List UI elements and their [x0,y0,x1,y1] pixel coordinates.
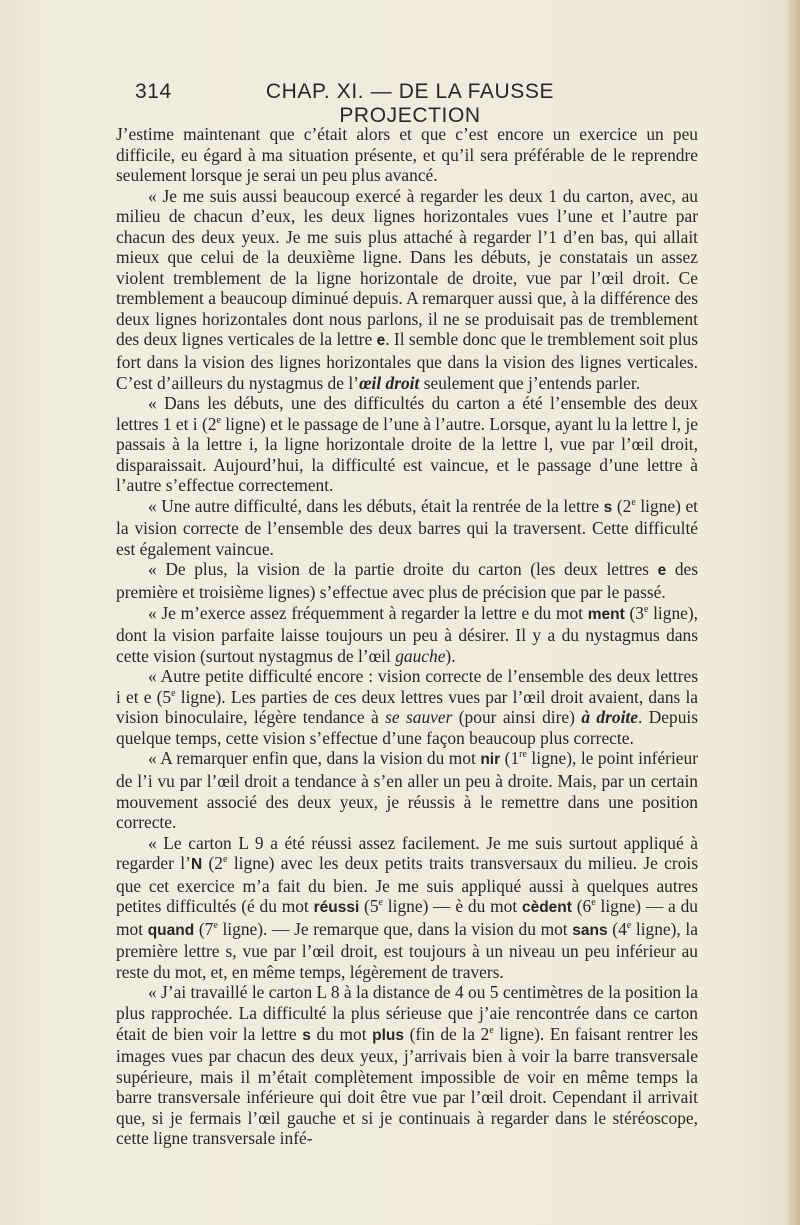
text-run: ligne) et la vision correcte de l’ensemble des deux barres qui la traversent. Cette difficulté est également vaincue. [116,495,699,559]
text-run: e [378,897,383,909]
text-run: . Il semble donc que le tremblement soit plus fort dans la vision des lignes horizontales que dans la vision des lignes verticales. C’est d’ailleurs du nystagmus de l’ [116,329,698,393]
text-run: ligne). En faisant rentrer les images vues par chacun des deux yeux, j’arrivais bien à voir la barre transversale supérieure, mais il m’était complètement impossible de voir en même temps la barre transversale inférieure qui doit être vue par l’œil droit. Cependant il arrivait que, si je fermais l’œil gauche et si je continuais à regarder dans le stéréoscope, cette ligne transversale infé- [116,1023,698,1149]
text-run: gauche [395,645,446,666]
paragraph [116,559,698,602]
text-run: réussi [313,899,360,917]
page-header [135,80,655,127]
body-text [116,124,698,1149]
paragraph [116,393,698,496]
paragraph [116,833,698,983]
paragraph [116,124,698,186]
text-run: seulement que j’entends parler. [419,372,641,393]
text-run: e [591,897,596,909]
text-run: (2 [202,853,224,874]
text-run: des première et troisième lignes) s’effectue avec plus de précision que par le passé. [116,559,698,603]
text-run: « De plus, la vision de la partie droite du carton (les deux lettres [148,559,658,580]
paragraph [116,603,698,667]
text-run: à droite [581,707,638,728]
text-run: quand [147,921,195,939]
text-run: (1 [500,748,520,769]
text-run: (2 [612,495,632,516]
text-run: (fin de la 2 [404,1023,490,1044]
text-run: e [171,687,176,699]
page-number: 314 [135,80,172,103]
text-run: e [223,854,228,866]
paragraph [116,982,698,1148]
text-run: ment [587,605,625,623]
text-run: œil droit [358,372,420,393]
text-run: e [376,332,386,350]
text-run: plus [372,1026,405,1044]
text-run: « J’ai travaillé le carton L 8 à la distance de 4 ou 5 centimètres de la position la plus rapprochée. La difficulté la plus sérieuse que j’aie rencontrée dans ce carton était de bien voir la lettre [116,982,698,1044]
text-run: (6 [571,896,592,917]
text-run: « A remarquer enfin que, dans la vision du mot [148,748,481,769]
text-run: ligne) et le passage de l’une à l’autre. Lorsque, ayant lu la lettre l, je passais à la lettre i, la ligne horizontale droite de la lettre l, vue par l’œil droit, disparaissait. Aujourd’hui, la difficulté est vaincue, et le passage d’une lettre à l’autre s’effectue correctement. [116,413,698,496]
text-run: e [643,603,649,615]
text-run: ligne). Les parties de ces deux lettres vues par l’œil droit avaient, dans la vision binoculaire, légère tendance à [116,686,698,728]
text-run: « Je me suis aussi beaucoup exercé à regarder les deux 1 du carton, avec, au milieu de chacun d’eux, les deux lignes horizontales vues l’une et l’autre par chacun des deux yeux. Je me suis plus attaché à regarder l’1 d’en bas, qui allait mieux que celui de la deuxième ligne. Dans les débuts, je constatais un assez violent tremblement de la ligne horizontale de droite, vue par l’œil droit. Ce tremblement a beaucoup diminué depuis. A remarquer aussi que, à la différence des deux lignes horizontales dont nous parlons, il ne se produisait pas de tremblement des deux lignes verticales de la lettre [116,185,698,350]
text-run: ligne). — Je remarque que, dans la vision du mot [217,918,573,939]
text-run: ligne), la première lettre s, vue par l’œil droit, est toujours à un niveau un peu inférieur au reste du mot, et, en même temps, légèrement de travers. [116,918,698,982]
text-run: « Je m’exerce assez fréquemment à regarder la lettre e du mot [148,602,588,623]
text-run: (4 [607,918,627,939]
text-run: « Autre petite difficulté encore : vision correcte de l’ensemble des deux lettres i et e (5 [116,666,698,707]
text-run: e [216,414,221,426]
text-run: s [603,498,613,516]
text-run: nir [480,751,501,769]
text-run: « Une autre difficulté, dans les débuts, était la rentrée de la lettre [148,495,604,516]
text-run: (3 [624,602,644,623]
paragraph [116,496,698,560]
text-run: s [302,1026,311,1044]
text-run: cèdent [521,899,572,917]
text-run: « Dans les débuts, une des difficultés du carton a été l’ensemble des deux lettres 1 et i (2 [116,393,698,434]
paragraph [116,748,698,832]
text-run: (7 [194,918,214,939]
text-run: e [626,919,632,931]
text-run: re [519,749,527,761]
text-run: ). [445,645,456,666]
text-run: ligne) — è du mot [383,896,522,917]
text-run: ligne) avec les deux petits traits transversaux du milieu. Je crois que cet exercice m’a fait du bien. Je me suis appliqué aussi à quelques autres petites difficultés (é du mot [116,853,698,917]
page-edge [786,0,800,1225]
text-run: (pour ainsi dire) [452,707,582,728]
text-run: (5 [359,896,379,917]
text-run: se sauver [385,707,453,728]
text-run: ligne) — a du mot [116,896,698,939]
text-run: ligne), le point inférieur de l’i vu par l’œil droit a tendance à s’en aller un peu à droite. Mais, par un certain mouvement associé des deux yeux, je réussis à le remettre dans une position correcte. [116,748,698,833]
text-run: e [489,1024,494,1036]
text-run: sans [572,921,608,939]
running-head: CHAP. XI. — DE LA FAUSSE PROJECTION [265,80,555,127]
text-run: e [631,497,636,509]
text-run: e [657,562,667,580]
text-run: « Le carton L 9 a été réussi assez facilement. Je me suis surtout appliqué à regarder l’ [116,832,698,874]
text-run: . Depuis quelque temps, cette vision s’effectue d’une façon beaucoup plus correcte. [116,707,698,748]
text-run: e [213,919,218,931]
paragraph [116,186,698,393]
paragraph [116,666,698,748]
text-run: ligne), dont la vision parfaite laisse toujours un peu à désirer. Il y a du nystagmus dans cette vision (surtout nystagmus de l’œil [116,602,698,666]
text-run: N [190,856,203,874]
text-run: du mot [310,1023,373,1044]
text-run: J’estime maintenant que c’était alors et que c’est encore un exercice un peu difficile, eu égard à ma situation présente, et qu’il sera préférable de le reprendre seulement lorsque je serai un peu plus avancé. [116,124,698,186]
